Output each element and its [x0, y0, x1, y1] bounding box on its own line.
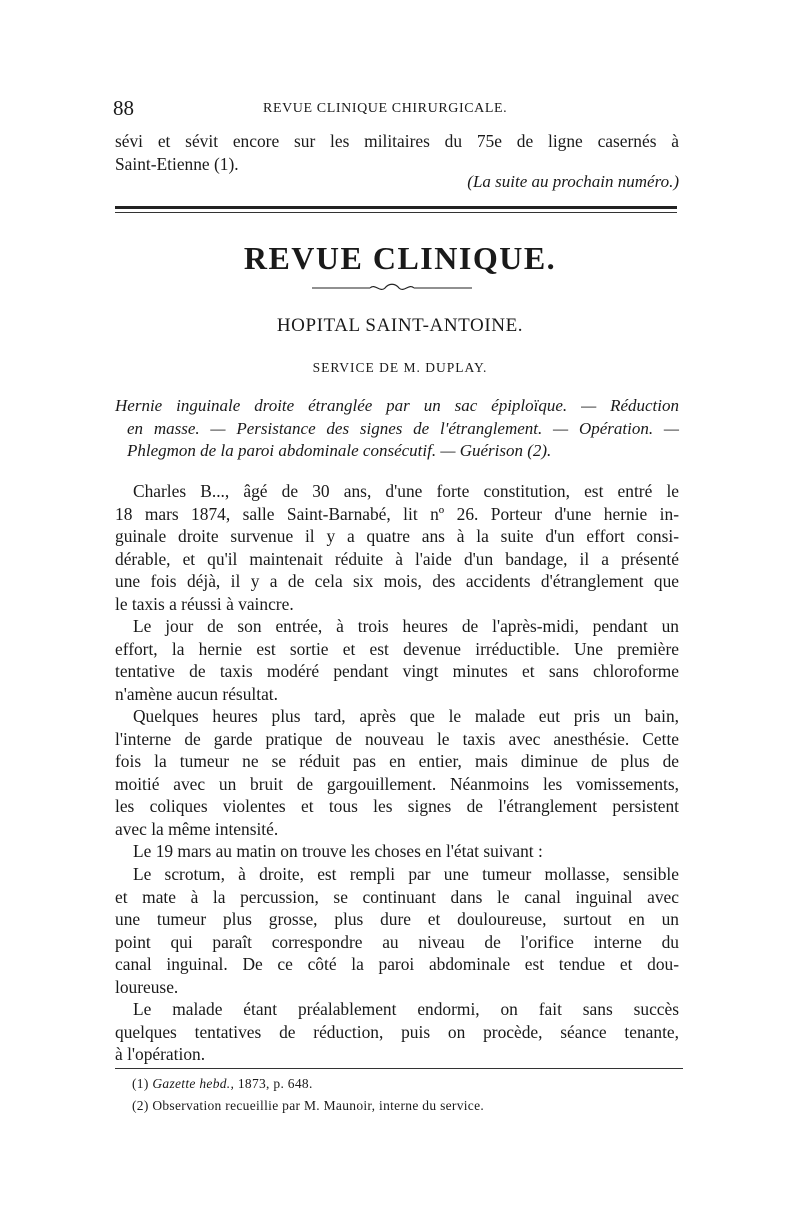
ornament-rule	[312, 282, 472, 294]
text-line: Le malade étant préalablement endormi, on fait sans succès	[133, 999, 679, 1019]
service-heading: SERVICE DE M. DUPLAY.	[312, 360, 488, 375]
running-head	[113, 96, 683, 122]
text-line: moitié avec un bruit de gargouillement. Néanmoins les vomissements,	[115, 773, 679, 794]
text-line: Le 19 mars au matin on trouve les choses en l'état suivant :	[133, 841, 543, 861]
text-line: loureuse.	[115, 976, 179, 997]
section-divider-thin	[115, 212, 677, 213]
paragraph-6	[115, 998, 679, 1066]
footnote-1-number: (1)	[132, 1076, 149, 1091]
text-line: une fois déjà, il y a de cela six mois, des accidents d'étranglement que	[115, 571, 679, 592]
text-line: quelques tentatives de réduction, puis on procède, séance tenante,	[115, 1021, 679, 1042]
paragraph-5	[115, 863, 679, 999]
text-line: et mate à la percussion, se continuant dans le canal inguinal avec	[115, 886, 679, 907]
text-line: canal inguinal. De ce côté la paroi abdominale est tendue et dou-	[115, 954, 679, 975]
text-line: dérable, et qu'il maintenait réduite à l'aide d'un bandage, il a présenté	[115, 548, 679, 569]
running-title: REVUE CLINIQUE CHIRURGICALE.	[263, 101, 508, 116]
text-line: une tumeur plus grosse, plus dure et douloureuse, surtout en un	[115, 909, 679, 930]
continuation-note: (La suite au prochain numéro.)	[467, 172, 679, 191]
continuation-paragraph	[115, 130, 679, 175]
footnote-2: (2) Observation recueillie par M. Maunoir, interne du service.	[132, 1098, 485, 1113]
text-line: fois la tumeur ne se réduit pas en entier, mais diminue de plus de	[115, 751, 679, 772]
footnote-1-reference: 1873, p. 648.	[237, 1076, 313, 1091]
paragraph-1	[115, 480, 679, 616]
case-title-line: Hernie inguinale droite étranglée par un sac épiploïque. — Réduction	[115, 396, 679, 415]
text-line: Le scrotum, à droite, est rempli par une tumeur mollasse, sensible	[133, 864, 679, 884]
text-line: guinale droite survenue il y a quatre ans à la suite d'un effort consi-	[115, 526, 679, 547]
case-title-line: en masse. — Persistance des signes de l'étranglement. — Opération. —	[127, 418, 679, 438]
text-line: 18 mars 1874, salle Saint-Barnabé, lit nº 26. Porteur d'une hernie in-	[115, 503, 679, 524]
text-line: sévi et sévit encore sur les militaires du 75e de ligne casernés à	[115, 131, 679, 151]
text-line: à l'opération.	[115, 1044, 206, 1065]
section-divider-thick	[115, 206, 677, 209]
footnote-1	[132, 1076, 313, 1092]
page-number: 88	[113, 96, 134, 120]
hospital-heading: HOPITAL SAINT-ANTOINE.	[276, 315, 524, 336]
text-line: le taxis a réussi à vaincre.	[115, 593, 294, 614]
text-line: n'amène aucun résultat.	[115, 683, 278, 704]
text-line: effort, la hernie est sortie et est devenue irréductible. Une première	[115, 638, 679, 659]
case-title-line: Phlegmon de la paroi abdominale consécutif. — Guérison (2).	[127, 441, 552, 460]
text-line: Quelques heures plus tard, après que le malade eut pris un bain,	[133, 706, 679, 726]
section-title: REVUE CLINIQUE.	[243, 240, 557, 276]
case-title	[115, 395, 679, 463]
text-line: les coliques violentes et tous les signes de l'étranglement persistent	[115, 796, 679, 817]
text-line: avec la même intensité.	[115, 818, 279, 839]
paragraph-4	[115, 840, 679, 863]
paragraph-2	[115, 615, 679, 705]
text-line: Saint-Etienne (1).	[115, 153, 239, 174]
text-line: Charles B..., âgé de 30 ans, d'une forte constitution, est entré le	[133, 481, 679, 501]
footnote-divider	[115, 1068, 683, 1069]
text-line: l'interne de garde pratique de nouveau le taxis avec anesthésie. Cette	[115, 728, 679, 749]
text-line: tentative de taxis modéré pendant vingt minutes et sans chloroforme	[115, 661, 679, 682]
text-line: Le jour de son entrée, à trois heures de l'après-midi, pendant un	[133, 616, 679, 636]
footnote-1-source: Gazette hebd.,	[152, 1076, 235, 1091]
text-line: point qui paraît correspondre au niveau de l'orifice interne du	[115, 931, 679, 952]
paragraph-3	[115, 705, 679, 841]
